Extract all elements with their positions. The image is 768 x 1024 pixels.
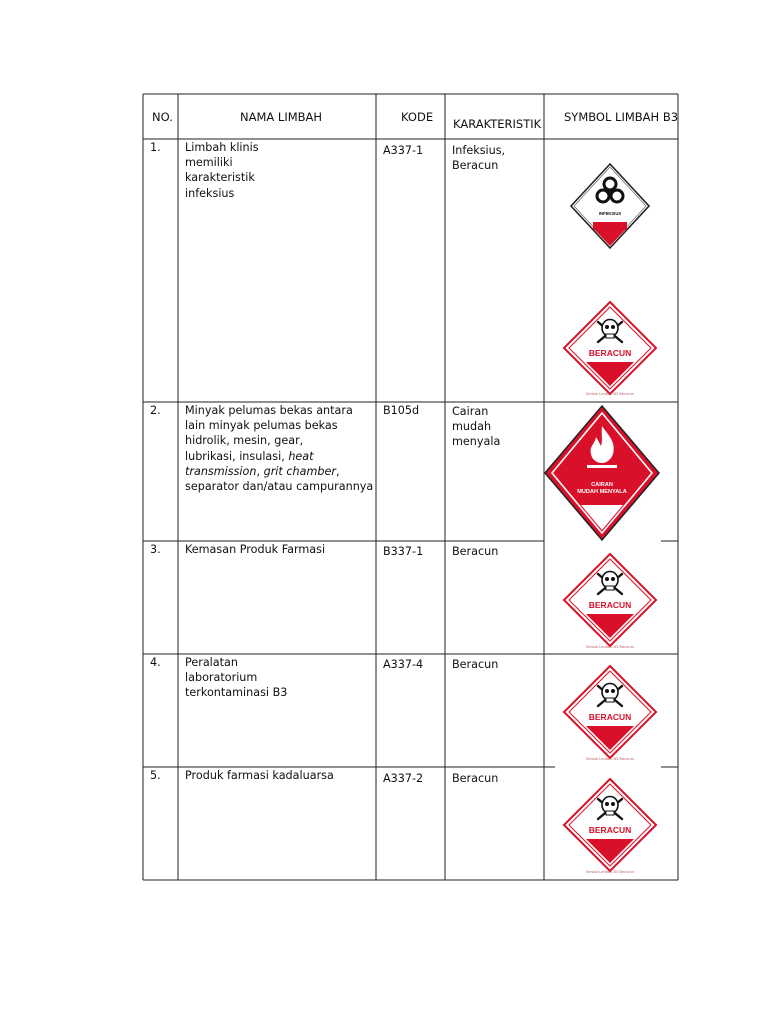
row4-nama: Peralatan laboratorium terkontaminasi B3 [185,656,288,700]
header-karakteristik: KARAKTERISTIK [453,117,542,131]
beracun-label: BERACUN [588,348,632,358]
row1-no: 1. [150,141,161,154]
row2-no: 2. [150,404,161,417]
row4-no: 4. [150,656,161,669]
row3-no: 3. [150,543,161,556]
infeksius-label: INFEKSIUS [598,211,622,216]
header-nama-limbah: NAMA LIMBAH [240,110,323,124]
infeksius-hazard-icon [569,162,651,250]
header-kode: KODE [401,110,434,124]
row3-nama: Kemasan Produk Farmasi [185,543,326,556]
beracun-caption-row3: Simbol Limbah B3 Beracun [585,645,635,649]
cairan-label-2: MUDAH MENYALA [577,489,627,495]
row1-kode: A337-1 [383,144,424,157]
row4-kode: A337-4 [383,658,424,671]
row1-nama: Limbah klinis memiliki karakteristik infeksius [185,141,259,200]
beracun-label: BERACUN [588,712,632,722]
row2-nama: Minyak pelumas bekas antara lain minyak pelumas bekas hidrolik, mesin, gear, lubrikasi, insulasi, heat transmission, grit chamber, separator dan/atau campurannya [185,404,374,494]
row2-kode: B105d [383,404,420,417]
beracun-caption-row4: Simbol Limbah B3 Beracun [585,757,635,761]
row5-no: 5. [150,769,161,782]
row3-kode: B337-1 [383,545,424,558]
cairan-label-1: CAIRAN [591,482,613,488]
beracun-label: BERACUN [588,600,632,610]
row5-karakteristik: Beracun [452,772,499,785]
beracun-hazard-icon-row3 [562,552,658,650]
beracun-caption-row1: Simbol Limbah B3 Beracun [585,392,635,396]
flammable-liquid-icon [543,404,661,542]
beracun-caption-row5: Simbol Limbah B3 Beracun [585,870,635,874]
row5-kode: A337-2 [383,772,424,785]
beracun-hazard-icon-row4 [562,664,658,762]
row2-karakteristik: Cairan mudah menyala [452,405,501,449]
beracun-label: BERACUN [588,825,632,835]
beracun-hazard-icon-row5 [562,777,658,875]
row3-karakteristik: Beracun [452,545,499,558]
header-no: NO. [152,110,173,124]
header-symbol: SYMBOL LIMBAH B3 [564,110,679,124]
row1-karakteristik: Infeksius, Beracun [452,144,506,173]
row4-karakteristik: Beracun [452,658,499,671]
beracun-hazard-icon-row1 [562,300,658,398]
row5-nama: Produk farmasi kadaluarsa [185,769,334,782]
